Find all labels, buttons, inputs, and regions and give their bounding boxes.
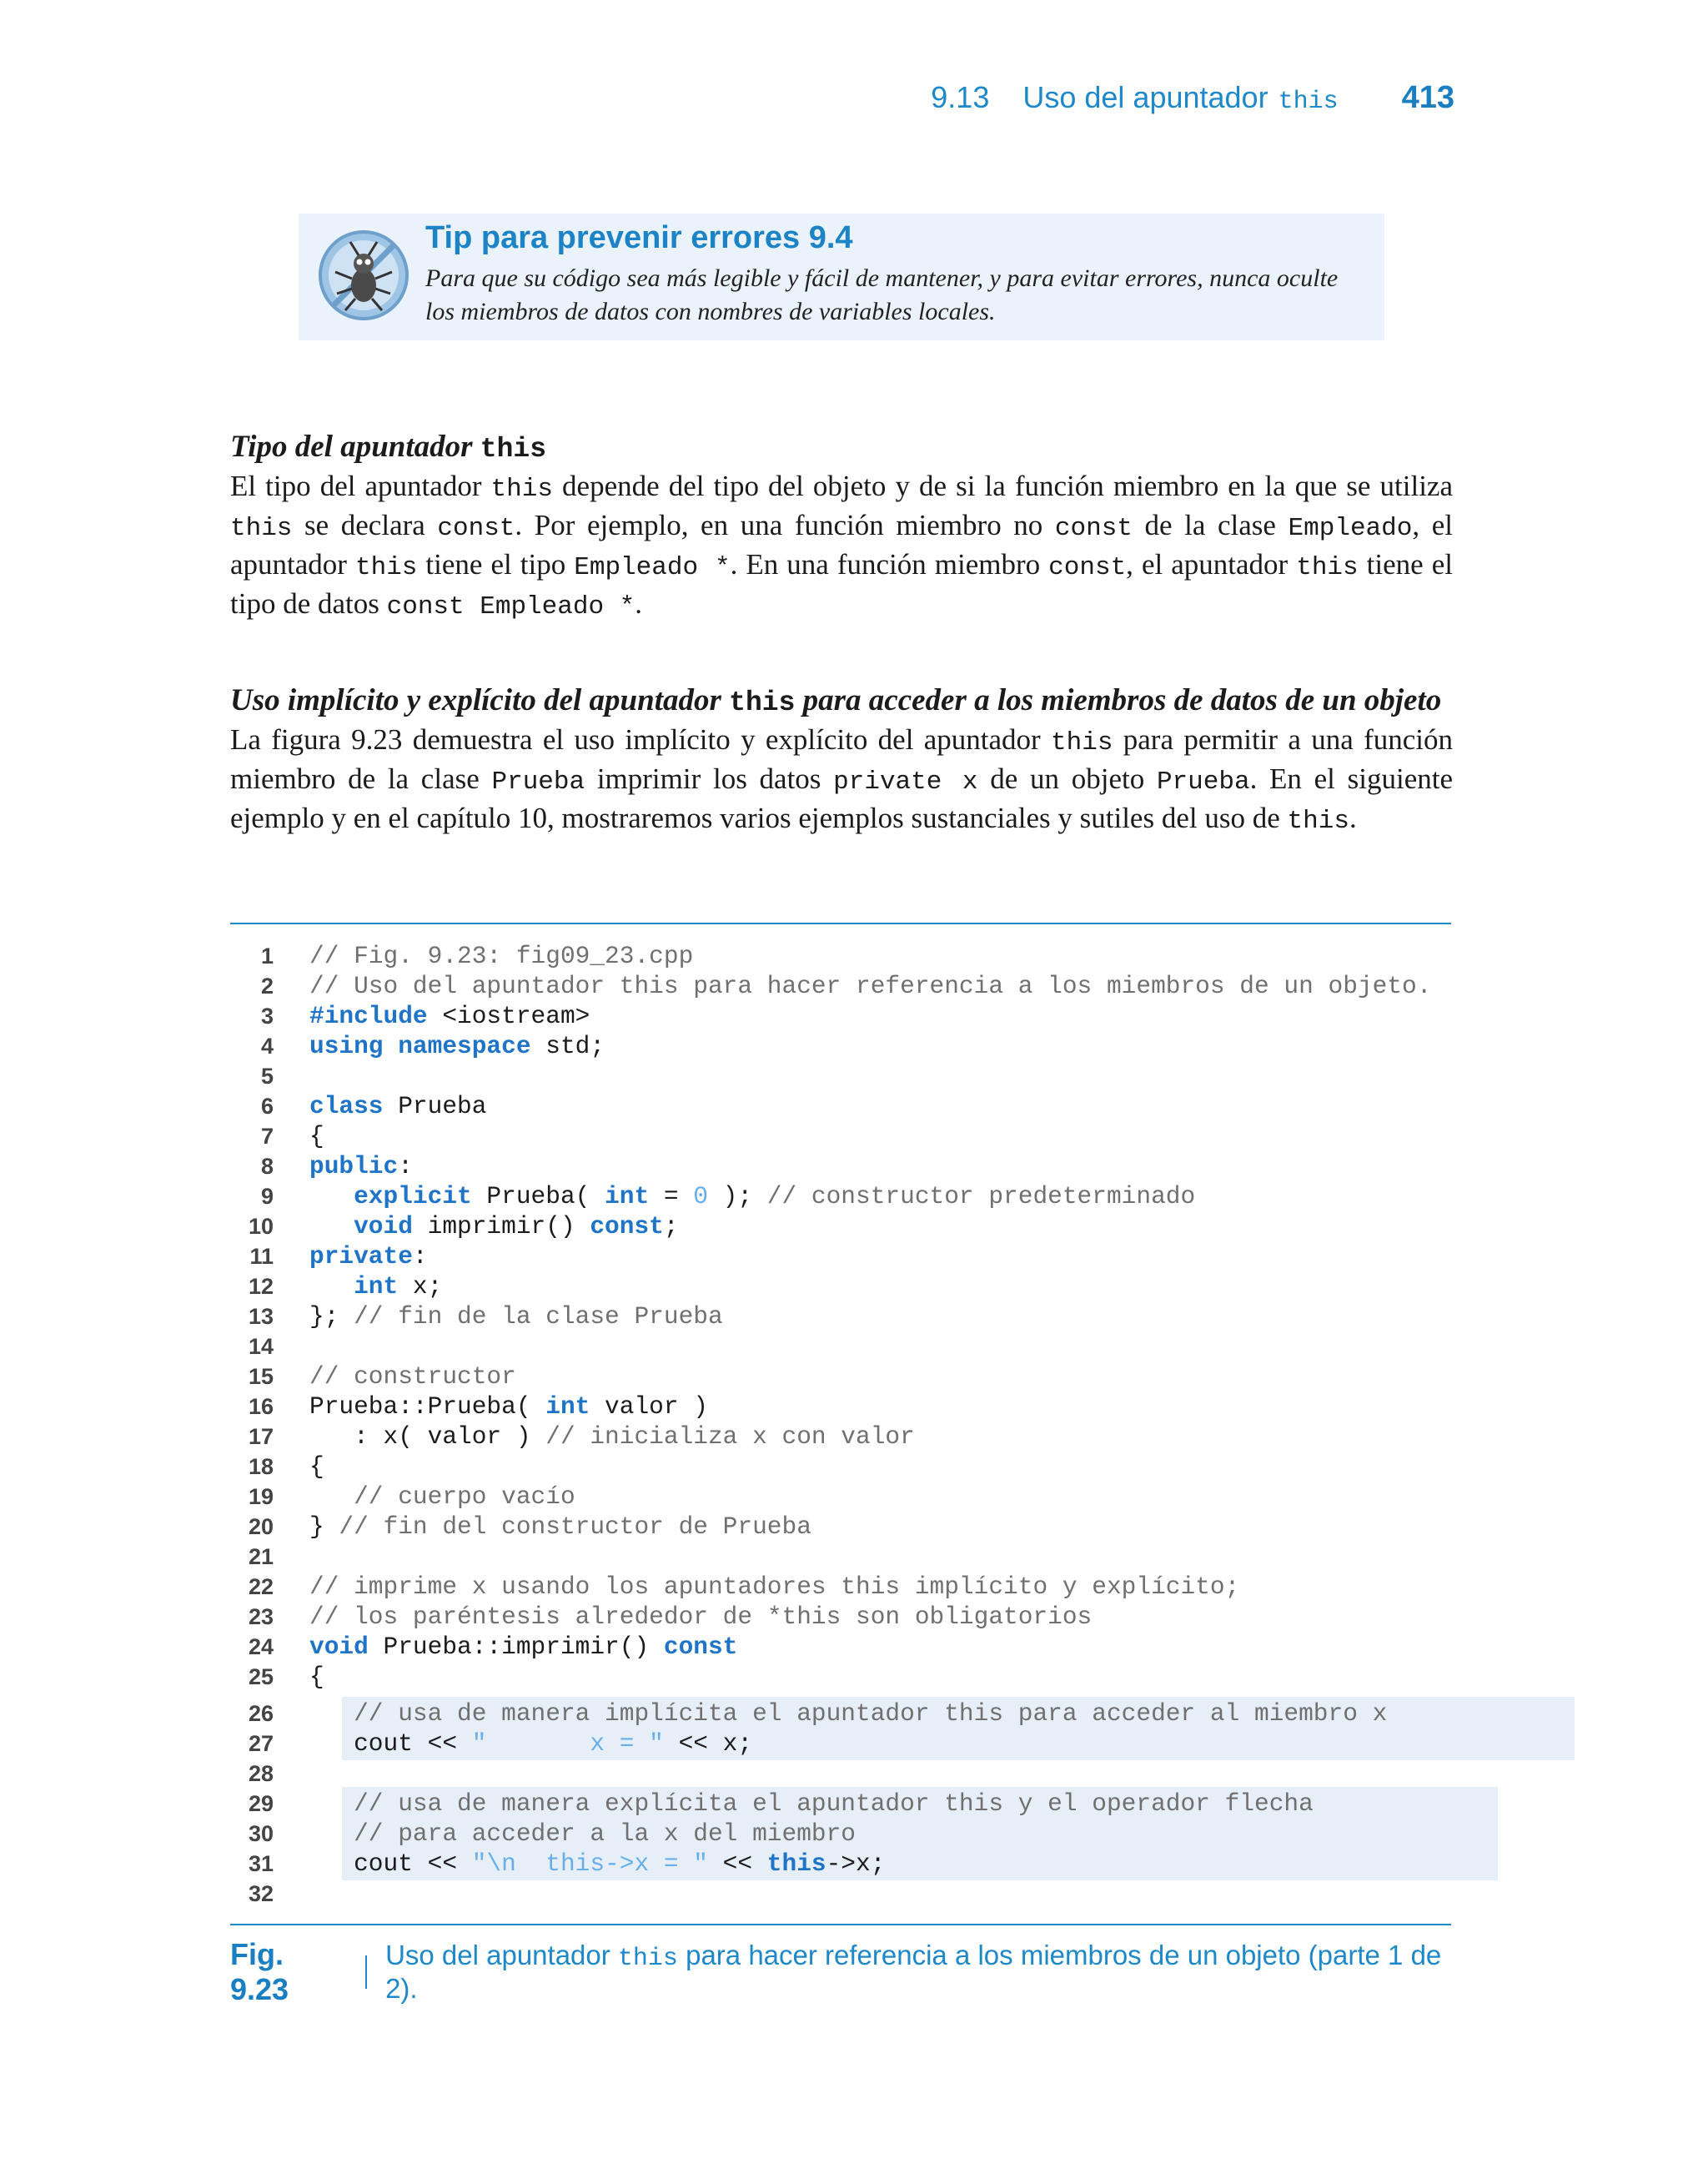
code-token	[309, 1789, 354, 1818]
line-number: 6	[260, 1094, 274, 1119]
line-number: 11	[249, 1244, 274, 1269]
line-number: 23	[248, 1604, 274, 1629]
code-keyword: int	[545, 1392, 590, 1421]
line-number: 28	[248, 1761, 274, 1786]
code-token: std;	[530, 1032, 605, 1060]
line-number: 17	[248, 1424, 274, 1449]
inline-code: this	[1296, 553, 1359, 582]
text-run: de la clase	[1132, 509, 1289, 541]
caption-text	[385, 1940, 1451, 2005]
line-number: 4	[260, 1034, 274, 1059]
code-keyword: private	[309, 1242, 413, 1271]
code-text	[309, 1662, 324, 1692]
code-line	[230, 1759, 1451, 1789]
text-run: El tipo del apuntador	[230, 470, 491, 502]
code-token: Prueba::Prueba(	[309, 1392, 546, 1421]
code-text	[309, 1602, 1092, 1632]
code-text	[309, 1452, 324, 1482]
text-run: se declara	[292, 509, 438, 541]
section-title-code: this	[1278, 88, 1339, 116]
text-run: para hacer referencia a los miembros de un objeto (parte 1 de 2).	[385, 1940, 1442, 2004]
code-line	[230, 1452, 1451, 1482]
code-token: <iostream>	[427, 1002, 590, 1030]
section-paragraph	[230, 468, 1453, 625]
code-text	[309, 1301, 723, 1331]
code-text	[309, 1211, 679, 1241]
tip-box	[299, 214, 1384, 340]
heading-text-suffix: para acceder a los miembros de datos de un objeto	[795, 683, 1442, 717]
text-run: , el apuntador	[1126, 548, 1297, 581]
text-run: para permitir a una función miembro de la clase	[230, 723, 1454, 795]
code-line	[230, 1211, 1451, 1241]
code-text	[309, 1512, 811, 1542]
code-line	[230, 1271, 1451, 1301]
code-literal: 0	[693, 1182, 708, 1210]
code-token: <<	[707, 1849, 767, 1878]
line-number: 26	[248, 1701, 274, 1726]
code-token	[309, 1212, 354, 1240]
code-keyword: public	[309, 1152, 399, 1180]
code-line	[230, 1632, 1451, 1662]
section-title: Uso del apuntador	[1022, 80, 1268, 114]
text-run: de un objeto	[977, 762, 1157, 795]
inline-code: Prueba	[491, 767, 585, 797]
code-token	[309, 1182, 354, 1210]
code-line	[230, 1121, 1451, 1151]
inline-code: this	[490, 475, 553, 504]
code-text	[309, 1391, 708, 1422]
line-number: 19	[248, 1484, 274, 1509]
code-comment: // fin del constructor de Prueba	[339, 1512, 811, 1541]
inline-code: this	[1051, 728, 1113, 757]
section-paragraph	[230, 722, 1453, 839]
code-comment: // Fig. 9.23: fig09_23.cpp	[309, 942, 694, 970]
text-run: . Por ejemplo, en una función miembro no	[515, 509, 1055, 541]
bug-icon	[315, 227, 412, 324]
text-run: tiene el tipo de datos	[230, 548, 1453, 620]
tip-body: Para que su código sea más legible y fácil de mantener, y para evitar errores, nunca oculte los miembros de datos con nombres de variables locales.	[425, 264, 1339, 325]
code-token: ;	[663, 1212, 679, 1240]
code-comment: // inicializa x con valor	[545, 1422, 915, 1451]
figure-top-rule	[230, 923, 1451, 924]
inline-code: this	[230, 514, 293, 543]
running-header	[751, 80, 1454, 120]
heading-text: Uso implícito y explícito del apuntador	[230, 683, 730, 717]
line-number: 32	[248, 1881, 274, 1906]
code-token: x;	[398, 1272, 443, 1301]
code-line	[230, 1482, 1451, 1512]
code-token: << x;	[663, 1729, 753, 1758]
text-run: La figura 9.23 demuestra el uso implícito y explícito del apuntador	[230, 723, 1052, 756]
code-text	[309, 1849, 885, 1879]
inline-code: const	[437, 514, 515, 543]
code-line	[230, 1879, 1451, 1909]
code-text	[309, 1091, 486, 1121]
line-number: 5	[260, 1064, 274, 1089]
section-implicit-explicit	[230, 682, 1453, 839]
line-number: 27	[248, 1731, 274, 1756]
code-token: Prueba	[383, 1092, 487, 1120]
code-token: :	[412, 1242, 428, 1271]
tip-title: Tip para prevenir errores 9.4	[425, 220, 853, 255]
line-number: 31	[248, 1851, 274, 1876]
line-number: 18	[248, 1454, 274, 1479]
code-text	[309, 1819, 856, 1849]
inline-code: this	[617, 1945, 678, 1973]
section-this-type	[230, 429, 1453, 625]
text-run: . En una función miembro	[730, 548, 1049, 581]
code-line	[230, 1422, 1451, 1452]
code-token	[309, 1819, 354, 1848]
code-token	[309, 1482, 354, 1511]
text-run: Uso del apuntador	[385, 1940, 618, 1970]
text-run: depende del tipo del objeto y de si la función miembro en la que se utiliza	[552, 470, 1453, 502]
code-line	[230, 1819, 1451, 1849]
code-text	[309, 1151, 413, 1181]
inline-code: const Empleado *	[386, 592, 635, 621]
code-line	[230, 1001, 1451, 1031]
code-line	[230, 1542, 1451, 1572]
code-token: };	[309, 1302, 354, 1331]
heading-code: this	[480, 434, 547, 465]
code-token: {	[309, 1663, 324, 1691]
text-run: , el apuntador	[230, 509, 1453, 581]
code-keyword: this	[766, 1849, 826, 1878]
code-keyword: const	[663, 1633, 738, 1661]
code-text	[309, 971, 1431, 1001]
code-line	[230, 1061, 1451, 1091]
code-line	[230, 1602, 1451, 1632]
heading-code: this	[729, 687, 796, 718]
inline-code: this	[354, 553, 418, 582]
code-comment: // usa de manera explícita el apuntador this y el operador flecha	[354, 1789, 1314, 1818]
code-line	[230, 1662, 1451, 1692]
code-line	[230, 1031, 1451, 1061]
line-number: 21	[248, 1544, 274, 1569]
line-number: 25	[248, 1664, 274, 1689]
line-number: 24	[248, 1634, 274, 1659]
code-text	[309, 1361, 516, 1391]
line-number: 20	[248, 1514, 274, 1539]
inline-code: Empleado	[1288, 514, 1413, 543]
code-token: cout <<	[309, 1849, 472, 1878]
line-number: 7	[260, 1124, 274, 1149]
code-token: imprimir()	[412, 1212, 590, 1240]
code-line	[230, 1789, 1451, 1819]
code-token: Prueba(	[471, 1182, 605, 1210]
heading-text: Tipo del apuntador	[230, 430, 480, 464]
code-keyword: int	[605, 1182, 650, 1210]
code-comment: // imprime x usando los apuntadores this implícito y explícito;	[309, 1573, 1240, 1601]
code-keyword: explicit	[354, 1182, 472, 1210]
text-run: imprimir los datos	[585, 762, 834, 795]
text-run: . En el siguiente ejemplo y en el capítulo 10, mostraremos varios ejemplos sustanciales y sutiles del uso de	[230, 762, 1453, 834]
text-run: .	[635, 587, 643, 620]
code-literal: "\n this->x = "	[471, 1849, 708, 1878]
code-text	[309, 1632, 737, 1662]
code-line	[230, 1512, 1451, 1542]
line-number: 2	[260, 974, 274, 999]
code-text	[309, 1271, 442, 1301]
section-number: 9.13	[931, 80, 990, 114]
line-number: 29	[248, 1791, 274, 1816]
code-line	[230, 971, 1451, 1001]
code-token: {	[309, 1122, 324, 1150]
code-token	[309, 1272, 354, 1301]
code-token: :	[398, 1152, 413, 1180]
code-keyword: #include	[309, 1002, 428, 1030]
line-number: 30	[248, 1821, 274, 1846]
line-number: 12	[248, 1274, 274, 1299]
code-line	[230, 1849, 1451, 1879]
code-comment: // fin de la clase Prueba	[354, 1302, 723, 1331]
code-line	[230, 1181, 1451, 1211]
section-heading	[230, 682, 1453, 722]
code-line	[230, 1091, 1451, 1121]
inline-code: const	[1054, 514, 1133, 543]
code-token	[309, 1699, 354, 1728]
code-line	[230, 1361, 1451, 1391]
figure-caption	[230, 1937, 1451, 2007]
inline-code: this	[1287, 807, 1349, 836]
line-number: 22	[248, 1574, 274, 1599]
code-keyword: class	[309, 1092, 384, 1120]
inline-code: Prueba	[1156, 767, 1250, 797]
inline-code: private x	[833, 767, 978, 797]
code-line	[230, 1301, 1451, 1331]
code-comment: // cuerpo vacío	[354, 1482, 575, 1511]
line-number: 9	[260, 1184, 274, 1209]
line-number: 16	[248, 1394, 274, 1419]
code-token: : x( valor )	[309, 1422, 546, 1451]
code-comment: // constructor predeterminado	[766, 1182, 1196, 1210]
code-line	[230, 941, 1451, 971]
code-text	[309, 1001, 590, 1031]
code-keyword: using namespace	[309, 1032, 531, 1060]
code-comment: // Uso del apuntador this para hacer referencia a los miembros de un objeto.	[309, 972, 1432, 1000]
code-line	[230, 1572, 1451, 1602]
code-line	[230, 1151, 1451, 1181]
code-token: }	[309, 1512, 339, 1541]
line-number: 1	[260, 944, 274, 969]
line-number: 13	[248, 1304, 274, 1329]
code-keyword: int	[354, 1272, 399, 1301]
code-line	[230, 1241, 1451, 1271]
code-text	[309, 1572, 1239, 1602]
code-line	[230, 1331, 1451, 1361]
inline-code: Empleado *	[574, 553, 731, 582]
code-token: ->x;	[826, 1849, 886, 1878]
code-literal: " x = "	[471, 1729, 664, 1758]
caption-separator	[365, 1955, 367, 1989]
code-line	[230, 1391, 1451, 1422]
code-text	[309, 941, 693, 971]
text-run: tiene el tipo	[417, 548, 575, 581]
code-comment: // constructor	[309, 1362, 516, 1391]
code-keyword: const	[590, 1212, 664, 1240]
section-heading	[230, 429, 1453, 468]
line-number: 15	[248, 1364, 274, 1389]
code-text	[309, 1789, 1314, 1819]
text-run: .	[1349, 802, 1357, 834]
code-text	[309, 1422, 915, 1452]
code-token: cout <<	[309, 1729, 472, 1758]
code-line	[230, 1729, 1451, 1759]
code-text	[309, 1729, 752, 1759]
line-number: 14	[248, 1334, 274, 1359]
code-token: {	[309, 1452, 324, 1481]
code-keyword: void	[354, 1212, 413, 1240]
line-number: 3	[260, 1004, 274, 1029]
code-text	[309, 1181, 1195, 1211]
line-number: 10	[248, 1214, 274, 1239]
line-number: 8	[260, 1154, 274, 1179]
page-number: 413	[1401, 80, 1454, 115]
code-text	[309, 1482, 575, 1512]
code-token: Prueba::imprimir()	[368, 1633, 664, 1661]
code-text	[309, 1121, 324, 1151]
code-text	[309, 1698, 1387, 1729]
code-keyword: void	[309, 1633, 369, 1661]
code-token: valor )	[590, 1392, 708, 1421]
code-text	[309, 1241, 428, 1271]
figure-bottom-rule	[230, 1924, 1451, 1925]
code-text	[309, 1031, 605, 1061]
inline-code: const	[1048, 553, 1127, 582]
code-comment: // para acceder a la x del miembro	[354, 1819, 857, 1848]
caption-label: Fig. 9.23	[230, 1937, 289, 2006]
code-token: );	[707, 1182, 767, 1210]
code-comment: // usa de manera implícita el apuntador this para acceder al miembro x	[354, 1699, 1388, 1728]
code-line	[230, 1698, 1451, 1729]
code-comment: // los paréntesis alrededor de *this son obligatorios	[309, 1603, 1093, 1631]
code-token: =	[649, 1182, 694, 1210]
